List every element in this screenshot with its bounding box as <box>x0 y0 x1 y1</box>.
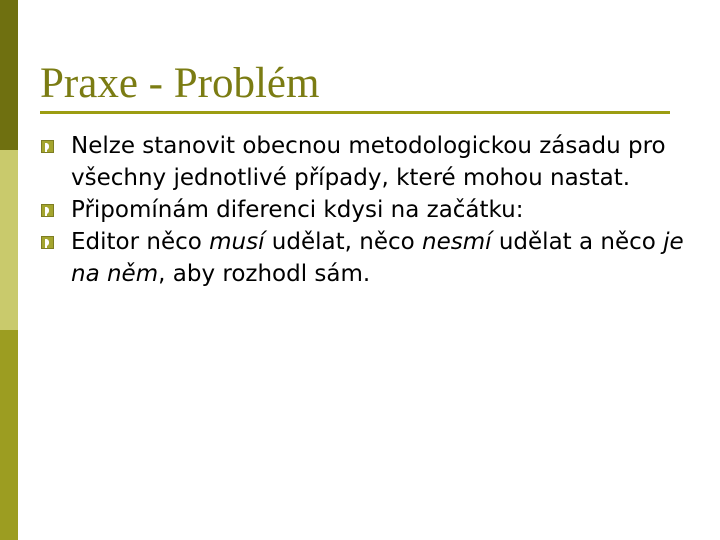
bullet-item-2 <box>40 194 700 226</box>
bullet-text-1 <box>71 130 700 194</box>
bullet-3-emphasis-up-to-him: je na něm <box>71 229 684 287</box>
bullet-text-3 <box>71 226 700 290</box>
sidebar-segment-light <box>0 150 18 330</box>
bullet-p-icon <box>41 140 54 153</box>
sidebar-segment-dark <box>0 0 18 150</box>
title-underline-rule <box>40 111 670 114</box>
bullet-3-part-3: udělat, něco <box>264 229 423 255</box>
bullet-3-emphasis-must-not: nesmí <box>422 229 492 255</box>
slide-title: Praxe - Problém <box>40 60 320 107</box>
bullet-2-text: Připomínám diferenci kdysi na začátku: <box>71 197 524 223</box>
bullet-text-2 <box>71 194 700 226</box>
bullet-item-3 <box>40 226 700 290</box>
bullet-item-1 <box>40 130 700 194</box>
bullet-3-part-1: Editor něco <box>71 229 210 255</box>
bullet-p-icon <box>41 236 54 249</box>
sidebar-segment-mid <box>0 330 18 540</box>
bullet-list <box>40 130 700 290</box>
slide-sidebar-decoration <box>0 0 18 540</box>
bullet-3-part-7: , aby rozhodl sám. <box>158 261 371 287</box>
bullet-3-emphasis-must: musí <box>209 229 265 255</box>
bullet-1-text: Nelze stanovit obecnou metodologickou zásadu pro všechny jednotlivé případy, které mohou nastat. <box>71 133 666 191</box>
bullet-p-icon <box>41 204 54 217</box>
bullet-3-part-5: udělat a něco <box>491 229 664 255</box>
